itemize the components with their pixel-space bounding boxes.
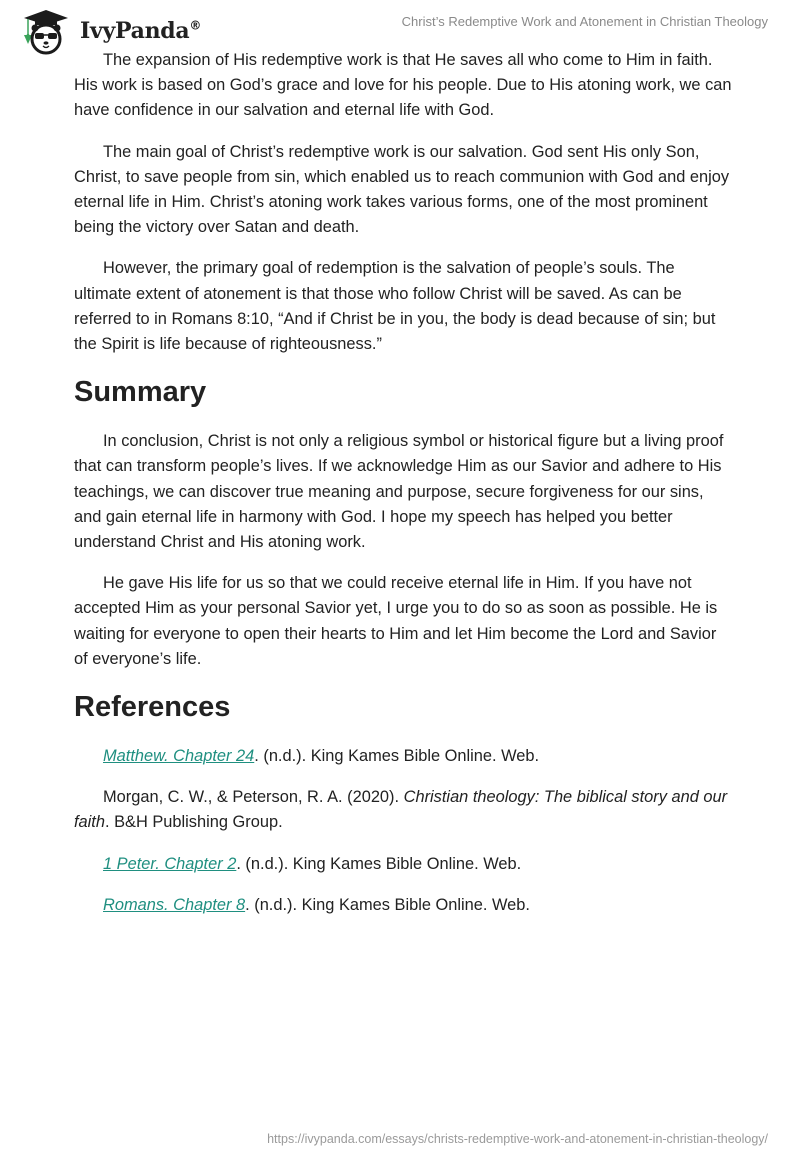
- reference-details: . (n.d.). King Kames Bible Online. Web.: [236, 854, 522, 873]
- brand-name: IvyPanda®: [80, 18, 202, 44]
- summary-paragraph: He gave His life for us so that we could receive eternal life in Him. If you have not accepted Him as your personal Savior yet, I urge you to do so as soon as possible. He is waiting for everyone to open their hearts to Him and let Him become the Lord and Savior of everyone’s life.: [74, 574, 718, 668]
- reference-link-1-peter[interactable]: 1 Peter. Chapter 2: [103, 854, 237, 873]
- document-title: Christ’s Redemptive Work and Atonement in Christian Theology: [401, 14, 768, 29]
- panda-graduate-icon: [18, 8, 74, 56]
- reference-publisher: . B&H Publishing Group.: [104, 813, 283, 832]
- references-heading: References: [74, 691, 231, 724]
- reference-item: [74, 744, 734, 769]
- reference-link-romans[interactable]: Romans. Chapter 8: [103, 895, 246, 914]
- summary-heading: Summary: [74, 376, 207, 409]
- registered-mark: ®: [189, 18, 202, 33]
- reference-details: . (n.d.). King Kames Bible Online. Web.: [254, 747, 540, 766]
- body-paragraph: However, the primary goal of redemption is the salvation of people’s souls. The ultimate extent of atonement is that those who follow Christ will be saved. As can be referred to in Romans 8:10, “And if Christ be in you, the body is dead because of sin; but the Spirit is life because of righteousness.”: [74, 259, 716, 354]
- body-paragraph: The expansion of His redemptive work is that He saves all who come to Him in faith. His work is based on God’s grace and love for his people. Due to His atoning work, we can have confidence in our salvation and eternal life with God.: [74, 51, 732, 120]
- summary-paragraph: In conclusion, Christ is not only a religious symbol or historical figure but a living proof that can transform people’s lives. If we acknowledge Him as our Savior and adhere to His teachings, we can discover true meaning and purpose, secure forgiveness for our sins, and gain eternal life in harmony with God. I hope my speech has helped you better understand Christ and His atoning work.: [74, 432, 724, 552]
- reference-item: [74, 852, 734, 877]
- reference-authors: Morgan, C. W., & Peterson, R. A. (2020).: [103, 788, 404, 807]
- reference-item: [74, 893, 734, 918]
- reference-item: [74, 785, 734, 835]
- essay-content: [74, 48, 734, 934]
- body-paragraph: The main goal of Christ’s redemptive work is our salvation. God sent His only Son, Christ, to save people from sin, which enabled us to reach communion with God and enjoy eternal life in Him. Christ’s atoning work takes various forms, one of the most prominent being the victory over Satan and death.: [74, 142, 730, 237]
- reference-book-title: Christian theology: The biblical story and our faith: [74, 788, 728, 832]
- page-header: [0, 0, 800, 50]
- reference-link-matthew[interactable]: Matthew. Chapter 24: [103, 747, 255, 766]
- source-url[interactable]: https://ivypanda.com/essays/christs-redemptive-work-and-atonement-in-christian-theology/: [267, 1132, 768, 1146]
- reference-details: . (n.d.). King Kames Bible Online. Web.: [245, 895, 530, 914]
